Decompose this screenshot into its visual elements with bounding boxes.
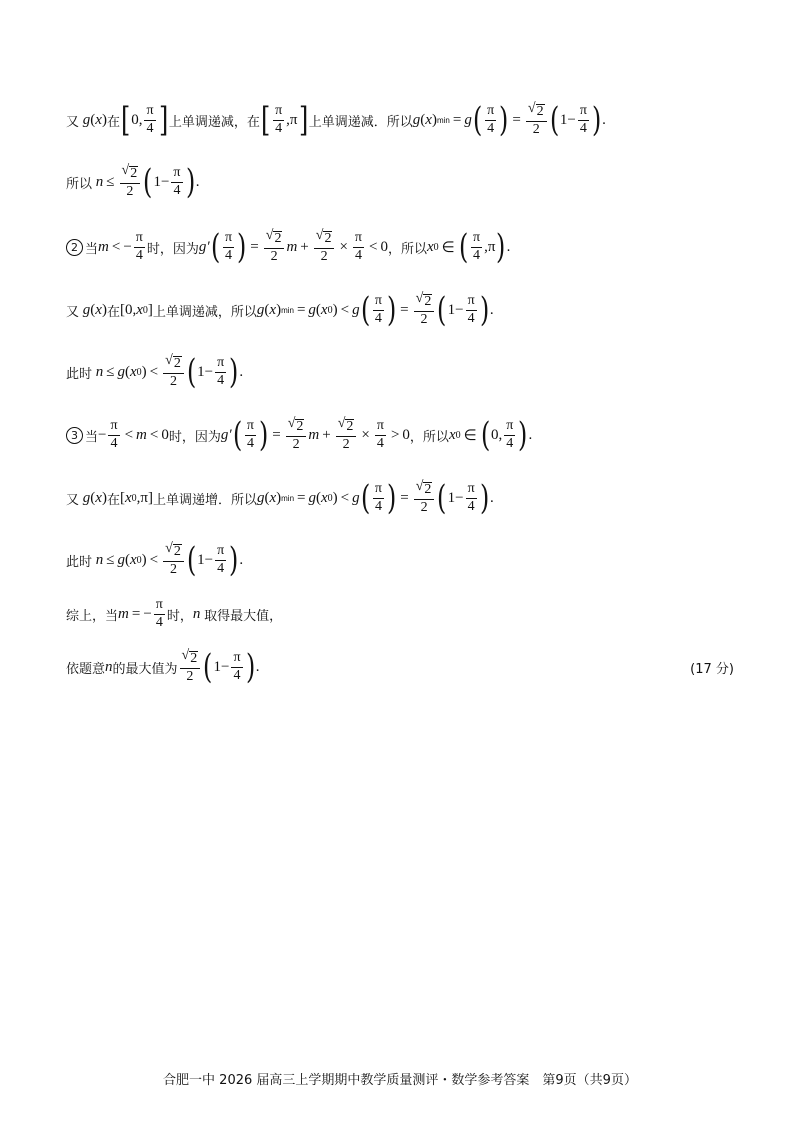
text: 时，因为 xyxy=(168,429,221,445)
text: 当 xyxy=(85,429,99,445)
text: 上单调递减．所以 xyxy=(308,114,413,130)
solution-line-3: 2 当 m < − $\frac{\pi}{4}$ 时，因为 g′ ( $\frac{\pi}{4}$ ) = √ 2 2 m + √ 2 2 × $\frac{\pi}{4}$ < 0 ，所以 x 0 ∈ ( $\frac{\pi}{4}$ ,π ) . xyxy=(66,225,734,269)
solution-line-8: 此时 n ≤ g ( x 0 ) < √ 2 2 ( 1− $\frac{\pi}{4}$ ) . xyxy=(66,540,244,580)
solution-line-2: 所以 n ≤ √ 2 2 ( 1− $\frac{\pi}{4}$ ) . xyxy=(66,162,200,202)
page-footer: 合肥一中 2026 届高三上学期期中教学质量测评・数学参考答案 第9页（共9页） xyxy=(163,1073,637,1088)
text: 在 xyxy=(106,114,120,130)
text: ，所以 xyxy=(387,241,427,257)
text: 所以 xyxy=(66,176,93,192)
circled-number-2: 2 xyxy=(66,239,83,256)
text: 又 xyxy=(66,492,80,508)
solution-line-1: 又 g ( x ) 在 [ 0, $\frac{\pi}{4}$ ] 上单调递减，在 [ $\frac{\pi}{4}$ ,π ] 上单调递减．所以 g ( x ) min = g ( $\frac{\pi}{4}$ ) = √ 2 2 ( 1− $\frac{\pi}{4}$ ) . xyxy=(66,100,606,140)
text: 在 xyxy=(106,492,120,508)
text: 上单调递减，所以 xyxy=(152,304,257,320)
solution-line-7: 又 g ( x ) 在 [ x 0 ,π] 上单调递增．所以 g ( x ) min = g ( x 0 ) < g ( $\frac{\pi}{4}$ ) = √ 2 2 ( 1− $\frac{\pi}{4}$ ) . xyxy=(66,478,494,518)
text: 依题意 xyxy=(66,661,106,677)
score-label: (17 分) xyxy=(690,661,734,677)
text: 时，因为 xyxy=(146,241,199,257)
solution-line-9: 综上，当 m = − $\frac{\pi}{4}$ 时， n 取得最大值， xyxy=(66,596,283,630)
text: ，所以 xyxy=(409,429,449,445)
text: 综上，当 xyxy=(66,608,119,624)
text: 取得最大值， xyxy=(204,608,283,624)
text: 上单调递减，在 xyxy=(168,114,260,130)
text: 此时 xyxy=(66,554,93,570)
text: 当 xyxy=(85,241,99,257)
text: 此时 xyxy=(66,366,93,382)
text: 的最大值为 xyxy=(112,661,178,677)
circled-number-3: 3 xyxy=(66,427,83,444)
text: 上单调递增．所以 xyxy=(152,492,257,508)
solution-line-4: 又 g ( x ) 在 [0, x 0 ] 上单调递减，所以 g ( x ) min = g ( x 0 ) < g ( $\frac{\pi}{4}$ ) = √ 2 2 ( 1− $\frac{\pi}{4}$ ) . xyxy=(66,290,494,330)
solution-line-10: 依题意 n 的最大值为 √ 2 2 ( 1− $\frac{\pi}{4}$ ) . (17 分) xyxy=(66,647,734,687)
text: 又 xyxy=(66,114,80,130)
solution-line-6: 3 当 − $\frac{\pi}{4}$ < m < 0 时，因为 g′ ( $\frac{\pi}{4}$ ) = √ 2 2 m + √ 2 2 × $\frac{\pi}{4}$ > 0 ，所以 x 0 ∈ ( 0, $\frac{\pi}{4}$ ) . xyxy=(66,413,734,457)
solution-line-5: 此时 n ≤ g ( x 0 ) < √ 2 2 ( 1− $\frac{\pi}{4}$ ) . xyxy=(66,352,244,392)
text: 时， xyxy=(166,608,193,624)
text: 在 xyxy=(106,304,120,320)
text: 又 xyxy=(66,304,80,320)
